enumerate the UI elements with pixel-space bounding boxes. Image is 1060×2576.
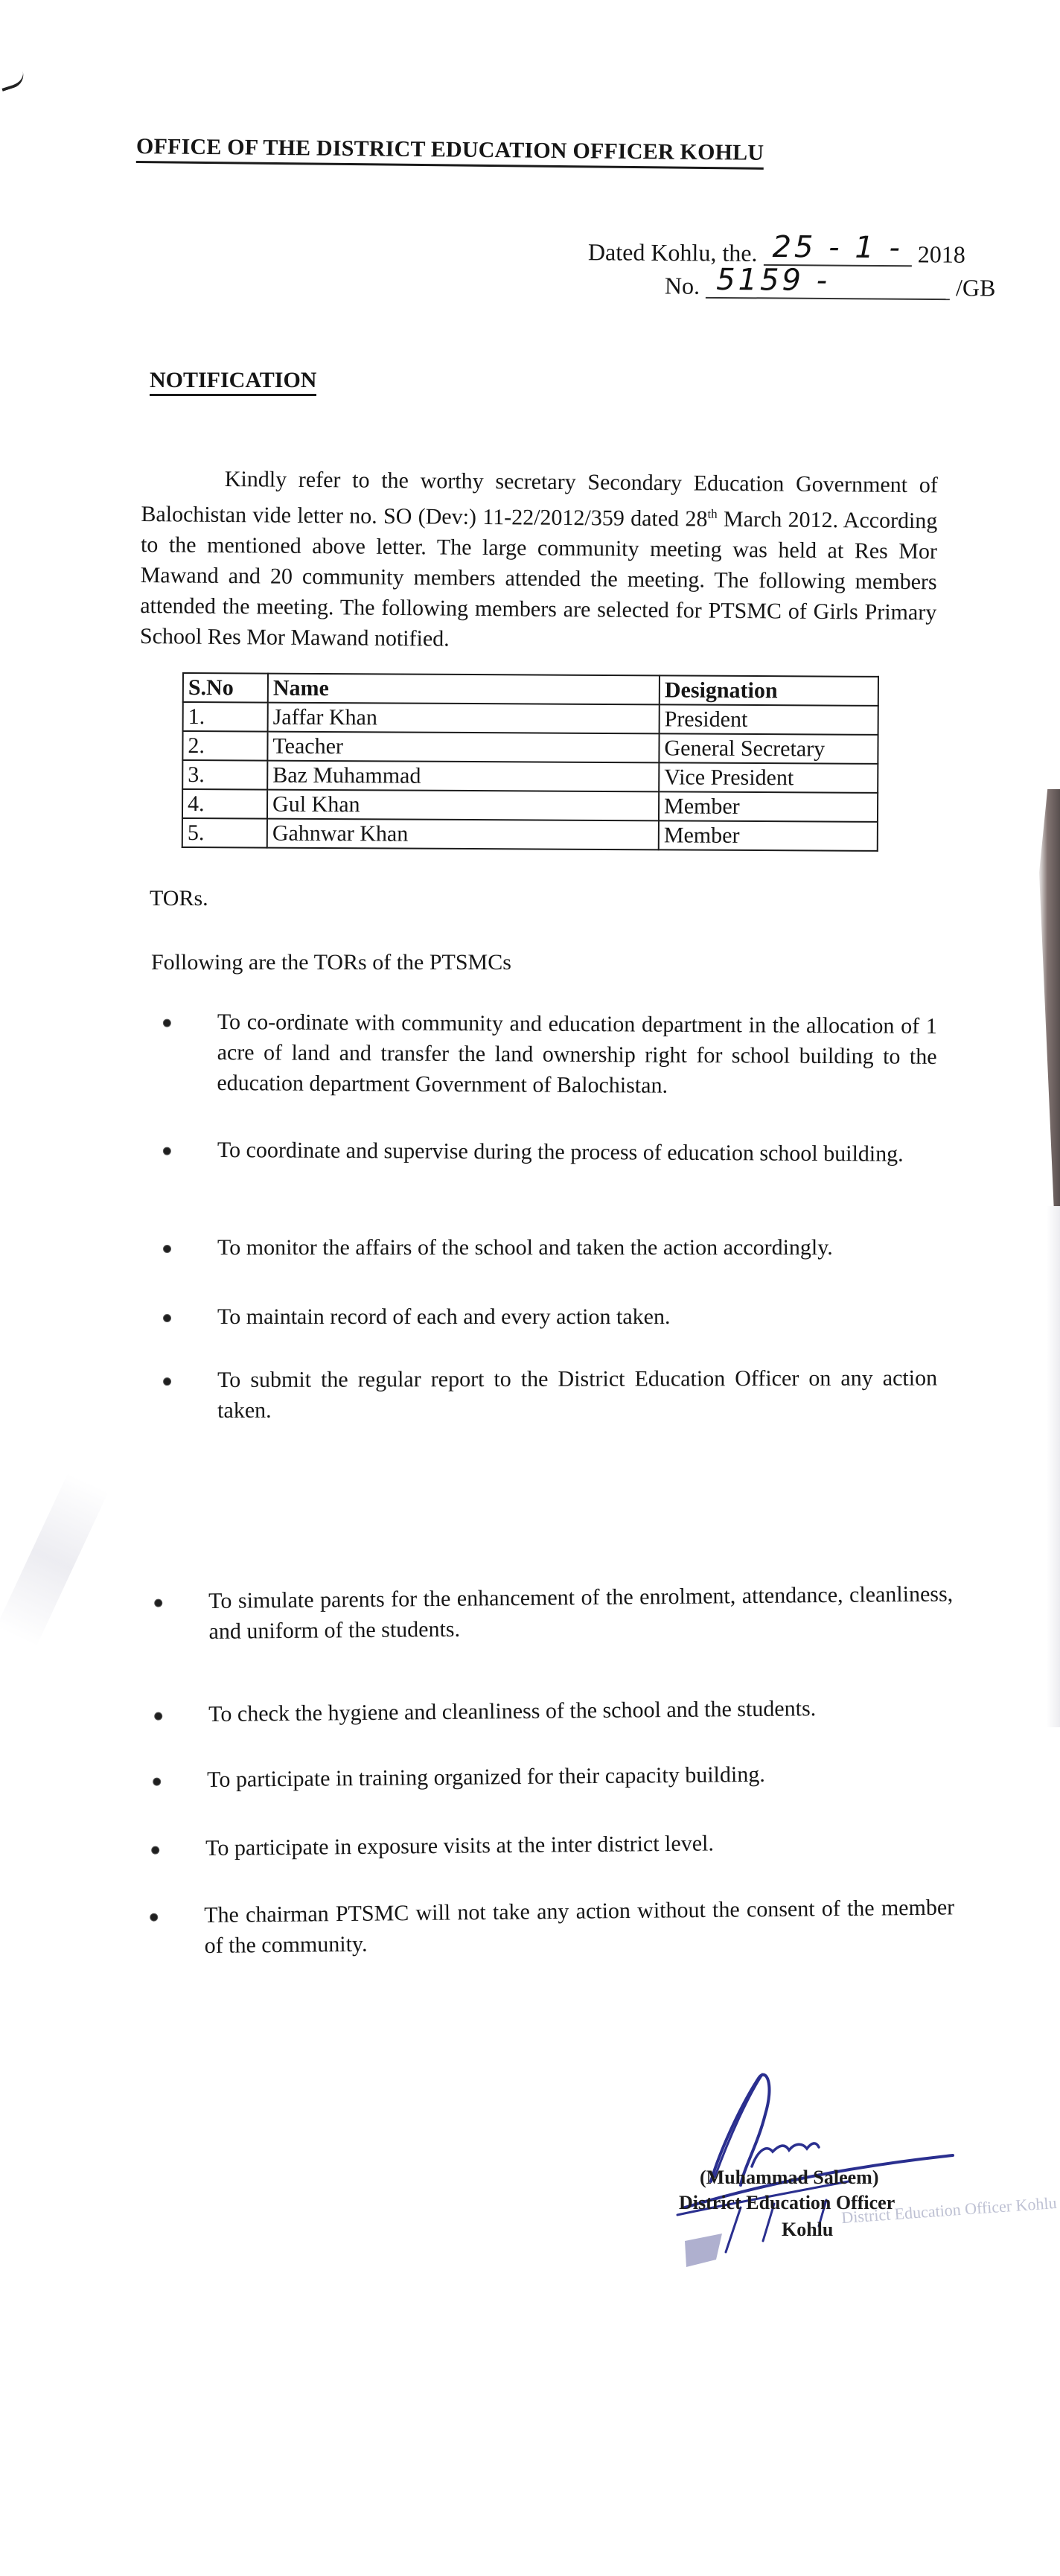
tor-item	[217, 1135, 937, 1170]
cell-sno: 2.	[182, 731, 267, 761]
signatory-place: Kohlu	[782, 2219, 834, 2240]
tor-text: The chairman PTSMC will not take any action without the consent of the member of the community.	[204, 1895, 955, 1958]
cell-name: Teacher	[267, 732, 659, 763]
number-label: No.	[664, 272, 700, 299]
column-header-name: Name	[268, 674, 660, 705]
tor-item	[205, 1826, 950, 1864]
bullet-icon	[150, 1913, 158, 1922]
tor-item	[208, 1578, 954, 1647]
cell-name: Baz Muhammad	[267, 761, 659, 792]
cell-name: Gul Khan	[267, 790, 659, 821]
office-title-text: OFFICE OF THE DISTRICT EDUCATION OFFICER KOHLU	[135, 134, 764, 165]
cell-designation: President	[660, 704, 878, 735]
cell-sno: 1.	[183, 702, 268, 732]
tor-item	[204, 1892, 955, 1961]
cell-sno: 3.	[182, 760, 267, 790]
cell-designation: Member	[659, 791, 878, 822]
bullet-icon	[163, 1019, 171, 1027]
scan-edge-shadow	[1039, 789, 1060, 1206]
bullet-icon	[163, 1147, 171, 1155]
table-row	[182, 818, 878, 851]
tor-text: To coordinate and supervise during the process of education school building.	[217, 1137, 904, 1167]
bullet-icon	[163, 1377, 171, 1386]
office-title	[136, 134, 764, 170]
number-suffix: /GB	[955, 274, 996, 302]
tors-intro: Following are the TORs of the PTSMCs	[151, 950, 511, 975]
signature-block	[670, 2055, 1058, 2293]
bullet-icon	[163, 1314, 171, 1322]
bullet-icon	[163, 1245, 171, 1253]
table-row	[182, 789, 878, 822]
tor-item	[208, 1692, 953, 1729]
column-header-sno: S.No	[183, 673, 268, 703]
tor-text: To maintain record of each and every action taken.	[217, 1304, 671, 1329]
notification-heading: NOTIFICATION	[150, 367, 316, 396]
members-table	[182, 672, 879, 852]
column-header-designation: Designation	[660, 675, 878, 706]
intro-text-sup: th	[707, 506, 718, 521]
intro-paragraph	[140, 463, 938, 658]
cell-designation: Member	[659, 820, 878, 851]
scan-edge-faint	[1047, 1206, 1060, 1727]
table-header-row	[183, 673, 878, 706]
dated-year: 2018	[917, 240, 965, 268]
tor-text: To submit the regular report to the District Education Officer on any action taken.	[217, 1365, 938, 1423]
scan-corner-mark	[0, 71, 27, 92]
handwritten-date: 25 - 1 -	[763, 230, 912, 267]
tor-item	[217, 1362, 937, 1426]
tor-item	[217, 1232, 937, 1263]
table-row	[183, 702, 878, 735]
tor-text: To check the hygiene and cleanliness of the school and the students.	[208, 1696, 817, 1727]
cell-sno: 4.	[182, 789, 267, 819]
bullet-icon	[154, 1712, 162, 1721]
cell-sno: 5.	[182, 818, 267, 848]
table-row	[182, 760, 878, 793]
tor-text: To participate in training organized for their capacity building.	[207, 1762, 765, 1792]
tor-item	[217, 1007, 937, 1103]
scan-ghost-streak	[0, 1473, 109, 1647]
handwritten-number: 5159 -	[706, 263, 950, 300]
tor-text: To co-ordinate with community and education department in the allocation of 1 acre of land and transfer the land ownership right for school building to the education department Government of Balochistan.	[217, 1009, 937, 1098]
dated-label: Dated Kohlu, the.	[587, 238, 758, 267]
office-stamp: District Education Officer Kohlu	[840, 2193, 1058, 2228]
cell-designation: Vice President	[659, 762, 878, 793]
cell-name: Jaffar Khan	[268, 703, 660, 734]
tor-item	[207, 1757, 951, 1795]
tor-item	[217, 1301, 937, 1332]
cell-name: Gahnwar Khan	[267, 819, 659, 850]
reference-number-line	[664, 262, 996, 305]
intro-text-part1: Kindly refer to the worthy secretary Secondary Education Government of Balochistan vide letter no. SO (Dev:) 11-22/2012/359 dated 28	[141, 466, 938, 532]
tors-label: TORs.	[150, 886, 208, 911]
table-row	[182, 731, 878, 764]
tor-text: To participate in exposure visits at the inter district level.	[205, 1831, 715, 1861]
intro-text-part2: March 2012. According to the mentioned above letter. The large community meeting was held at Res Mor Mawand and 20 community members attended the meeting. The following members attended the meeting. The following members are selected for PTSMC of Girls Primary School Res Mor Mawand notified.	[139, 506, 938, 651]
tor-text: To monitor the affairs of the school and taken the action accordingly.	[217, 1235, 833, 1260]
bullet-icon	[154, 1599, 162, 1607]
bullet-icon	[153, 1778, 161, 1786]
tor-text: To simulate parents for the enhancement of the enrolment, attendance, cleanliness, and uniform of the students.	[208, 1581, 954, 1644]
cell-designation: General Secretary	[659, 733, 878, 764]
signatory-title: District Education Officer	[679, 2192, 895, 2213]
signatory-name: (Muhammad Saleem)	[700, 2167, 879, 2188]
bullet-icon	[151, 1846, 159, 1855]
